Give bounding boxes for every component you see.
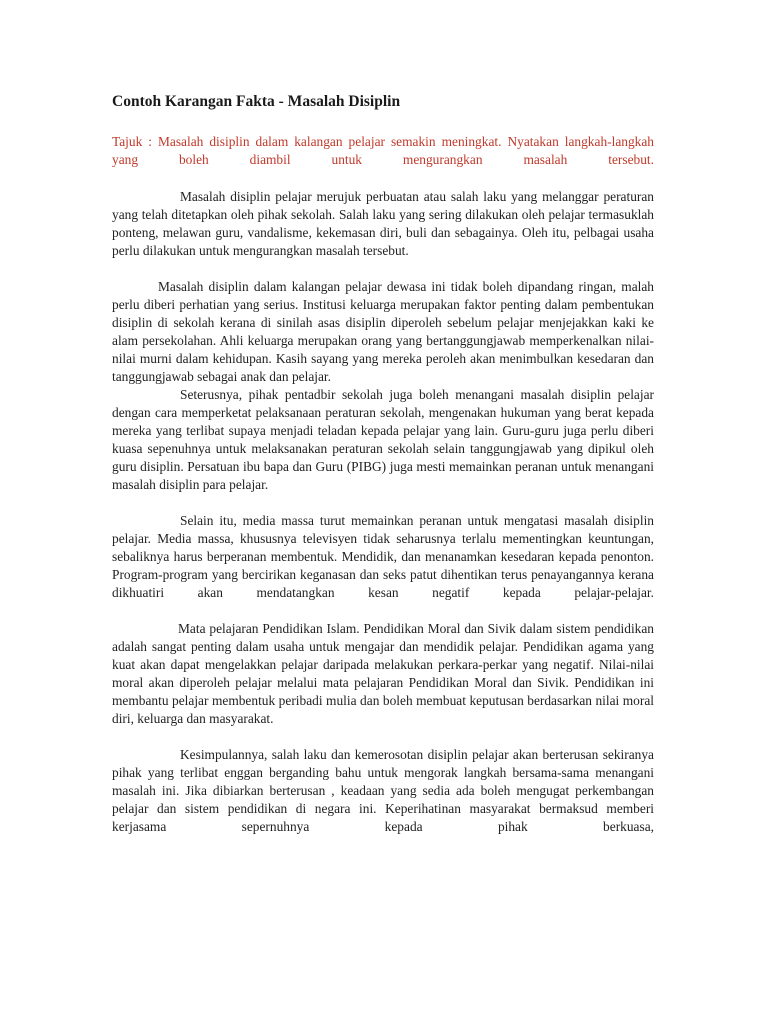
document-body <box>112 92 654 836</box>
paragraph-conclusion: Kesimpulannya, salah laku dan kemerosotan disiplin pelajar akan berterusan sekiranya pihak yang terlibat enggan berganding bahu untuk mengorak langkah bersama-sama menangani masalah ini. Jika dibiarkan berterusan , keadaan yang sedia ada boleh mengugat perkembangan pelajar dan sistem pendidikan di negara ini. Keperihatinan masyarakat bermaksud memberi kerjasama sepernuhnya kepada pihak berkuasa, <box>112 747 654 834</box>
paragraph-family: Masalah disiplin dalam kalangan pelajar dewasa ini tidak boleh dipandang ringan, malah perlu diberi perhatian yang serius. Institusi keluarga merupakan faktor penting dalam pembentukan disiplin di sekolah kerana di sinilah asas disiplin diperoleh sebelum pelajar menjejakkan kaki ke alam persekolahan. Ahli keluarga merupakan orang yang bertanggungjawab memperkenalkan nilai-nilai murni dalam kehidupan. Kasih sayang yang mereka peroleh akan menimbulkan kesedaran dan tanggungjawab sebagai anak dan pelajar. <box>112 279 654 384</box>
essay-question: Tajuk : Masalah disiplin dalam kalangan pelajar semakin meningkat. Nyatakan langkah-langkah yang boleh diambil untuk mengurangkan masalah tersebut. <box>112 134 654 167</box>
paragraph-school-administration: Seterusnya, pihak pentadbir sekolah juga boleh menangani masalah disiplin pelajar dengan cara memperketat pelaksanaan peraturan sekolah, mengenakan hukuman yang berat kepada mereka yang terlibat supaya menjadi teladan kepada pelajar yang lain. Guru-guru juga perlu diberi kuasa sepenuhnya untuk melaksanakan peraturan sekolah selain tanggungjawab yang dipikul oleh guru disiplin. Persatuan ibu bapa dan Guru (PIBG) juga mesti memainkan peranan untuk menangani masalah disiplin para pelajar. <box>112 387 654 492</box>
paragraph-mass-media: Selain itu, media massa turut memainkan peranan untuk mengatasi masalah disiplin pelajar. Media massa, khususnya televisyen tidak seharusnya terlalu mementingkan keuntungan, sebaliknya harus berperanan membentuk. Mendidik, dan menanamkan kesedaran kepada penonton. Program-program yang bercirikan keganasan dan seks patut dihentikan terus penayangannya kerana dikhuatiri akan mendatangkan kesan negatif kepada pelajar-pelajar. <box>112 513 654 600</box>
document-title: Contoh Karangan Fakta - Masalah Disiplin <box>112 93 401 110</box>
paragraph-education-subjects: Mata pelajaran Pendidikan Islam. Pendidikan Moral dan Sivik dalam sistem pendidikan adalah sangat penting dalam usaha untuk mengajar dan mendidik pelajar. Pendidikan agama yang kuat akan dapat mengelakkan pelajar daripada melakukan perkara-perkar yang negatif. Nilai-nilai moral akan diperoleh pelajar melalui mata pelajaran Pendidikan Moral dan Sivik. Pendidikan ini membantu pelajar membentuk peribadi mulia dan boleh membuat keputusan berdasarkan nilai moral diri, keluarga dan masyarakat. <box>112 621 654 726</box>
paragraph-introduction: Masalah disiplin pelajar merujuk perbuatan atau salah laku yang melanggar peraturan yang telah ditetapkan oleh pihak sekolah. Salah laku yang sering dilakukan oleh pelajar termasuklah ponteng, melawan guru, vandalisme, kekemasan diri, buli dan sebagainya. Oleh itu, pelbagai usaha perlu dilakukan untuk mengurangkan masalah tersebut. <box>112 189 654 258</box>
